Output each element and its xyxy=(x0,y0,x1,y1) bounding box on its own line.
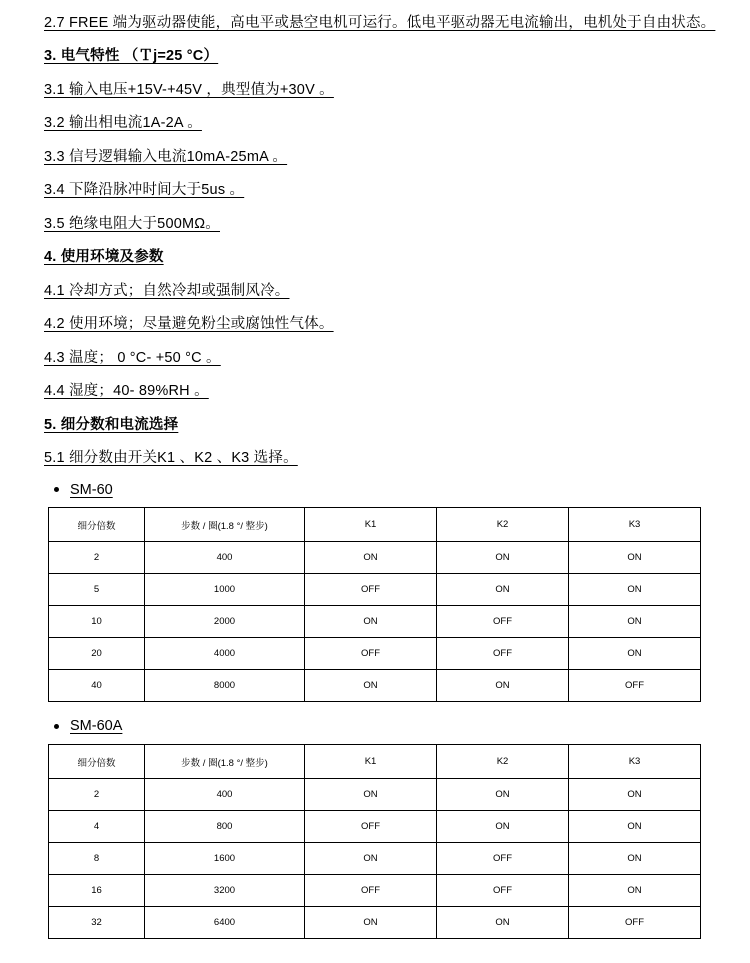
column-header-k3: K3 xyxy=(569,508,701,542)
cell-subdivision: 40 xyxy=(49,670,145,702)
cell-steps: 3200 xyxy=(145,875,305,907)
cell-steps: 800 xyxy=(145,811,305,843)
cell-subdivision: 20 xyxy=(49,638,145,670)
column-header-k1: K1 xyxy=(305,508,437,542)
cell-subdivision: 2 xyxy=(49,779,145,811)
cell-subdivision: 2 xyxy=(49,542,145,574)
cell-k2: OFF xyxy=(437,875,569,907)
bullet-item-sm-60a xyxy=(44,716,722,738)
table-row xyxy=(49,811,701,843)
column-header-k2: K2 xyxy=(437,508,569,542)
table-row xyxy=(49,907,701,939)
cell-k3: ON xyxy=(569,843,701,875)
cell-k3: ON xyxy=(569,638,701,670)
cell-k3: ON xyxy=(569,542,701,574)
cell-k1: OFF xyxy=(305,875,437,907)
cell-k3: ON xyxy=(569,779,701,811)
cell-steps: 400 xyxy=(145,542,305,574)
column-header-k2: K2 xyxy=(437,745,569,779)
cell-steps: 4000 xyxy=(145,638,305,670)
cell-k1: ON xyxy=(305,779,437,811)
table-row xyxy=(49,875,701,907)
cell-subdivision: 32 xyxy=(49,907,145,939)
table-row xyxy=(49,574,701,606)
paragraph-3-2: 3.2 输出相电流1A-2A 。 xyxy=(44,115,202,132)
cell-subdivision: 8 xyxy=(49,843,145,875)
column-header-subdivision: 细分倍数 xyxy=(49,508,145,542)
cell-k2: ON xyxy=(437,542,569,574)
cell-k3: ON xyxy=(569,574,701,606)
cell-subdivision: 16 xyxy=(49,875,145,907)
table-row xyxy=(49,638,701,670)
paragraph-4-1: 4.1 冷却方式；自然冷却或强制风冷。 xyxy=(44,282,290,299)
cell-subdivision: 4 xyxy=(49,811,145,843)
column-header-k1: K1 xyxy=(305,745,437,779)
table-row xyxy=(49,606,701,638)
heading-4: 4. 使用环境及参数 xyxy=(44,249,164,266)
cell-steps: 1600 xyxy=(145,843,305,875)
cell-k2: OFF xyxy=(437,638,569,670)
column-header-subdivision: 细分倍数 xyxy=(49,745,145,779)
cell-k2: ON xyxy=(437,779,569,811)
paragraph-4-2: 4.2 使用环境；尽量避免粉尘或腐蚀性气体。 xyxy=(44,316,334,333)
table-row xyxy=(49,542,701,574)
bullet-label-sm-60a: SM-60A xyxy=(70,718,123,735)
paragraph-4-3: 4.3 温度； 0 °C- +50 °C 。 xyxy=(44,349,221,366)
cell-steps: 8000 xyxy=(145,670,305,702)
column-header-steps: 步数 / 圈(1.8 °/ 整步) xyxy=(145,508,305,542)
cell-k1: ON xyxy=(305,670,437,702)
cell-steps: 6400 xyxy=(145,907,305,939)
paragraph-3-4: 3.4 下降沿脉冲时间大于5us 。 xyxy=(44,182,245,199)
table-sm-60a xyxy=(48,744,701,939)
cell-k2: ON xyxy=(437,907,569,939)
column-header-steps: 步数 / 圈(1.8 °/ 整步) xyxy=(145,745,305,779)
bullet-item-sm-60 xyxy=(44,480,722,502)
table-header-row xyxy=(49,745,701,779)
paragraph-3-3: 3.3 信号逻辑输入电流10mA-25mA 。 xyxy=(44,148,288,165)
cell-k3: ON xyxy=(569,606,701,638)
heading-5: 5. 细分数和电流选择 xyxy=(44,416,179,433)
cell-k1: OFF xyxy=(305,574,437,606)
cell-k1: ON xyxy=(305,907,437,939)
cell-k1: ON xyxy=(305,542,437,574)
cell-k1: OFF xyxy=(305,638,437,670)
cell-k2: ON xyxy=(437,811,569,843)
table-sm-60 xyxy=(48,507,701,702)
cell-k2: ON xyxy=(437,670,569,702)
cell-k3: OFF xyxy=(569,907,701,939)
paragraph-2-7: 2.7 FREE 端为驱动器使能，高电平或悬空电机可运行。低电平驱动器无电流输出，电机处于自由状态。 xyxy=(44,15,716,31)
cell-k2: OFF xyxy=(437,606,569,638)
table-header-row xyxy=(49,508,701,542)
cell-subdivision: 10 xyxy=(49,606,145,638)
table-row xyxy=(49,670,701,702)
paragraph-3-5: 3.5 绝缘电阻大于500MΩ。 xyxy=(44,215,220,232)
cell-k1: ON xyxy=(305,606,437,638)
cell-k2: OFF xyxy=(437,843,569,875)
bullet-dot-icon xyxy=(54,724,59,729)
cell-k3: ON xyxy=(569,811,701,843)
cell-k3: ON xyxy=(569,875,701,907)
column-header-k3: K3 xyxy=(569,745,701,779)
cell-steps: 1000 xyxy=(145,574,305,606)
cell-k1: ON xyxy=(305,843,437,875)
cell-steps: 2000 xyxy=(145,606,305,638)
cell-k1: OFF xyxy=(305,811,437,843)
table-row xyxy=(49,779,701,811)
paragraph-3-1: 3.1 输入电压+15V-+45V ，典型值为+30V 。 xyxy=(44,81,334,98)
cell-k3: OFF xyxy=(569,670,701,702)
bullet-label-sm-60: SM-60 xyxy=(70,481,113,498)
cell-k2: ON xyxy=(437,574,569,606)
paragraph-5-1: 5.1 细分数由开关K1 、K2 、K3 选择。 xyxy=(44,450,298,467)
heading-3: 3. 电气特性 （Ｔj=25 °C） xyxy=(44,48,219,65)
bullet-dot-icon xyxy=(54,487,59,492)
cell-steps: 400 xyxy=(145,779,305,811)
table-row xyxy=(49,843,701,875)
cell-subdivision: 5 xyxy=(49,574,145,606)
paragraph-4-4: 4.4 湿度；40- 89%RH 。 xyxy=(44,383,209,400)
